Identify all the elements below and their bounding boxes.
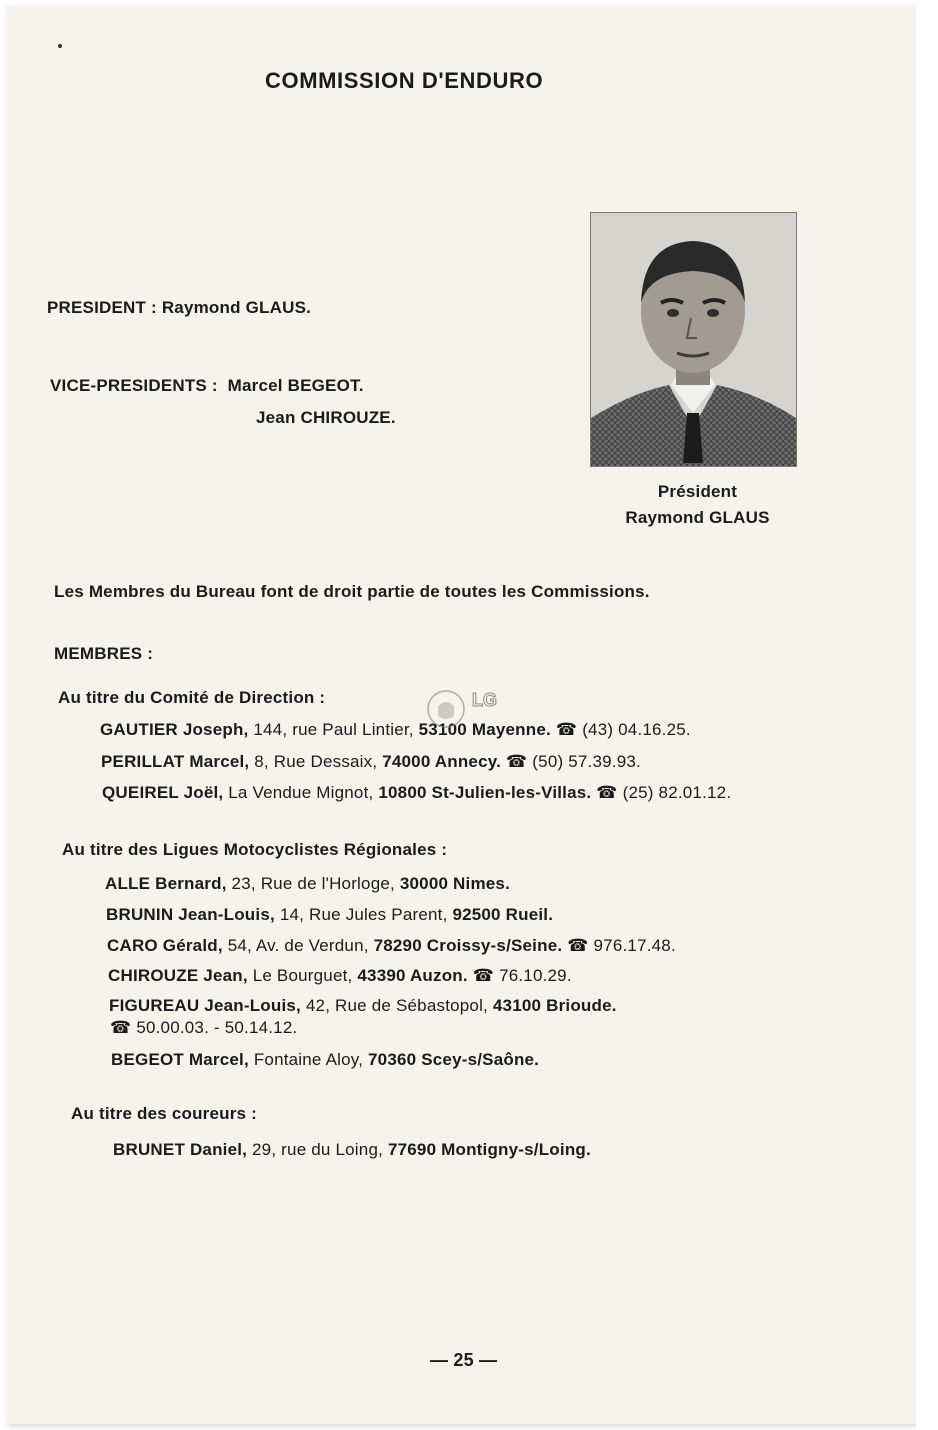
member-phone: (25) 82.01.12. [617, 783, 732, 802]
member-entry [113, 1140, 591, 1160]
president-line [47, 298, 311, 318]
member-address: 29, rue du Loing, [247, 1140, 388, 1159]
member-entry [107, 936, 676, 956]
vice-president-name: Marcel BEGEOT. [227, 376, 364, 395]
telephone-icon: ☎ [472, 966, 495, 985]
photo-caption-name: Raymond GLAUS [625, 508, 770, 527]
member-address: 54, Av. de Verdun, [222, 936, 374, 955]
membres-heading: MEMBRES : [54, 644, 154, 663]
member-phone: 50.00.03. - 50.14.12. [131, 1018, 298, 1037]
portrait-image [591, 213, 796, 466]
telephone-icon: ☎ [555, 720, 578, 739]
watermark-text: LG [472, 690, 497, 710]
vice-presidents-line [50, 376, 364, 396]
member-city: 74000 Annecy. [382, 752, 502, 771]
member-address: 14, Rue Jules Parent, [274, 905, 453, 924]
member-phone: 976.17.48. [588, 936, 676, 955]
member-entry [105, 874, 510, 894]
member-city: 53100 Mayenne. [418, 720, 551, 739]
member-entry [106, 905, 553, 925]
section-heading: Au titre des Ligues Motocyclistes Régionales : [62, 840, 448, 859]
member-name: CARO Gérald, [107, 936, 223, 955]
member-city: 43100 Brioude. [492, 996, 617, 1015]
vice-presidents-label: VICE-PRESIDENTS : [50, 376, 218, 395]
member-address: 144, rue Paul Lintier, [248, 720, 419, 739]
member-name: BRUNIN Jean-Louis, [106, 905, 275, 924]
member-city: 70360 Scey-s/Saône. [368, 1050, 540, 1069]
president-label: PRESIDENT : [47, 298, 157, 317]
member-city: 10800 St-Julien-les-Villas. [378, 783, 592, 802]
watermark-logo [424, 684, 516, 734]
member-entry-phone-line [110, 1018, 297, 1038]
page-edge [916, 0, 938, 1430]
member-city: 92500 Rueil. [452, 905, 554, 924]
member-entry [108, 966, 572, 986]
telephone-icon: ☎ [596, 783, 618, 802]
member-name: PERILLAT Marcel, [101, 752, 250, 771]
member-name: FIGUREAU Jean-Louis, [109, 996, 301, 1015]
section-heading: Au titre des coureurs : [71, 1104, 257, 1123]
speck [58, 44, 62, 48]
member-phone: (50) 57.39.93. [527, 752, 641, 771]
president-photo [590, 212, 797, 467]
member-entry [111, 1050, 539, 1070]
member-address: Fontaine Aloy, [248, 1050, 369, 1069]
member-entry [101, 752, 641, 772]
member-entry [102, 783, 731, 803]
member-name: BEGEOT Marcel, [111, 1050, 249, 1069]
member-entry [100, 720, 691, 740]
vice-president-name: Jean CHIROUZE. [256, 408, 396, 427]
member-name: ALLE Bernard, [105, 874, 227, 893]
president-name: Raymond GLAUS. [161, 298, 312, 317]
member-name: GAUTIER Joseph, [100, 720, 249, 739]
member-city: 78290 Croissy-s/Seine. [373, 936, 563, 955]
member-address: Le Bourguet, [247, 966, 358, 985]
member-city: 43390 Auzon. [357, 966, 468, 985]
member-phone: (43) 04.16.25. [577, 720, 691, 739]
member-name: CHIROUZE Jean, [108, 966, 248, 985]
member-city: 30000 Nimes. [399, 874, 511, 893]
section-heading: Au titre du Comité de Direction : [58, 688, 326, 707]
member-city: 77690 Montigny-s/Loing. [387, 1140, 591, 1159]
bureau-note: Les Membres du Bureau font de droit partie de toutes les Commissions. [54, 582, 650, 601]
telephone-icon: ☎ [567, 936, 589, 955]
member-name: QUEIREL Joël, [102, 783, 224, 802]
member-address: La Vendue Mignot, [223, 783, 379, 802]
member-address: 8, Rue Dessaix, [249, 752, 383, 771]
page-number: — 25 — [430, 1350, 498, 1370]
member-address: 23, Rue de l'Horloge, [226, 874, 400, 893]
member-address: 42, Rue de Sébastopol, [300, 996, 493, 1015]
page-title: COMMISSION D'ENDURO [265, 68, 544, 93]
member-entry [109, 996, 617, 1016]
telephone-icon: ☎ [110, 1018, 132, 1037]
member-name: BRUNET Daniel, [113, 1140, 248, 1159]
telephone-icon: ☎ [505, 752, 528, 771]
photo-caption-role: Président [657, 482, 738, 501]
member-phone: 76.10.29. [494, 966, 572, 985]
